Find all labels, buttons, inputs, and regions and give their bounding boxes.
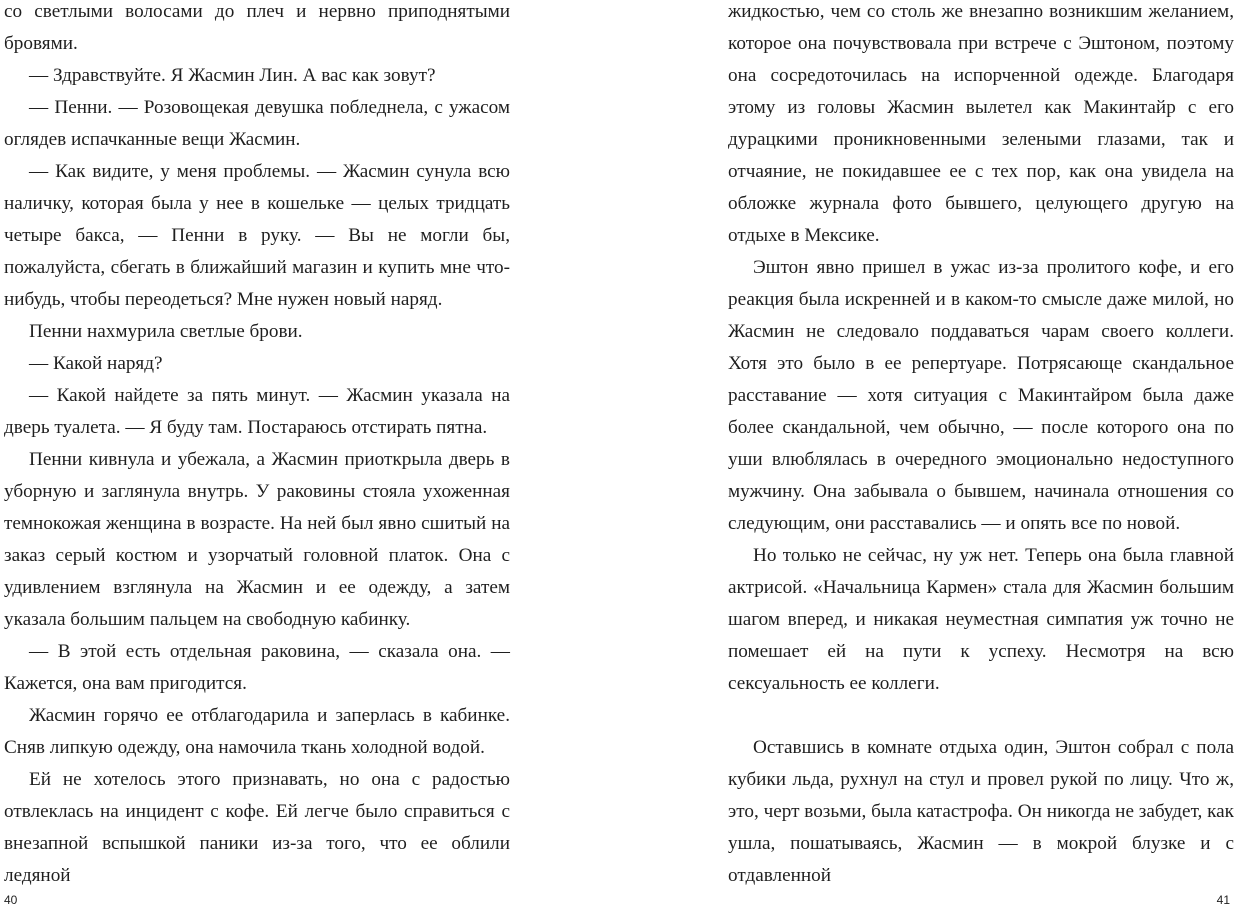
left-page [0,0,618,911]
paragraph: — Какой найдете за пять минут. — Жасмин указала на дверь туалета. — Я буду там. Постараюсь отстирать пятна. [4,385,510,438]
paragraph: Оставшись в комнате отдыха один, Эштон собрал с пола кубики льда, рухнул на стул и провел рукой по лицу. Что ж, это, черт возьми, была катастрофа. Он никогда не забудет, как ушла, пошатываясь, Жасмин — в мокрой блузке и с отдавленной [728,737,1234,886]
paragraph: со светлыми волосами до плеч и нервно приподнятыми бровями. [4,1,510,54]
paragraph: Пенни кивнула и убежала, а Жасмин приоткрыла дверь в уборную и заглянула внутрь. У раковины стояла ухоженная темнокожая женщина в возрасте. На ней был явно сшитый на заказ серый костюм и узорчатый головной платок. Она с удивлением взглянула на Жасмин и ее одежду, а затем указала большим пальцем на свободную кабинку. [4,449,510,630]
paragraph: Ей не хотелось этого признавать, но она с радостью отвлеклась на инцидент с кофе. Ей легче было справиться с внезапной вспышкой паники из-за того, что ее облили ледяной [4,769,510,886]
page-number-right: 41 [1216,893,1230,907]
paragraph: — Пенни. — Розовощекая девушка побледнела, с ужасом оглядев испачканные вещи Жасмин. [4,97,510,150]
paragraph: Пенни нахмурила светлые брови. [29,321,303,342]
paragraph: — Как видите, у меня проблемы. — Жасмин сунула всю наличку, которая была у нее в кошельке — целых тридцать четыре бакса, — Пенни в руку. — Вы не могли бы, пожалуйста, сбегать в ближайший магазин и купить мне что-нибудь, чтобы переодеться? Мне нужен новый наряд. [4,161,510,310]
paragraph: — В этой есть отдельная раковина, — сказала она. — Кажется, она вам пригодится. [4,641,510,694]
paragraph: Эштон явно пришел в ужас из-за пролитого кофе, и его реакция была искренней и в каком-то смысле даже милой, но Жасмин не следовало поддаваться чарам своего коллеги. Хотя это было в ее репертуаре. Потрясающе скандальное расставание — хотя ситуация с Макинтайром была даже более скандальной, чем обычно, — после которого она по уши влюблялась в очередного эмоционально недоступного мужчину. Она забывала о бывшем, начинала отношения со следующим, они расставались — и опять все по новой. [728,257,1234,534]
paragraph: — Здравствуйте. Я Жасмин Лин. А вас как зовут? [29,65,436,86]
page-number-left: 40 [4,893,18,907]
paragraph: жидкостью, чем со столь же внезапно возникшим желанием, которое она почувствовала при встрече с Эштоном, поэтому она сосредоточилась на испорченной одежде. Благодаря этому из головы Жасмин вылетел как Макинтайр с его дурацкими проникновенными зелеными глазами, так и отчаяние, не покидавшее ее с тех пор, как она увидела на обложке журнала фото бывшего, целующего другую на отдыхе в Мексике. [728,1,1234,246]
paragraph: Жасмин горячо ее отблагодарила и заперлась в кабинке. Сняв липкую одежду, она намочила ткань холодной водой. [4,705,510,758]
right-text-column [728,0,1234,892]
paragraph: — Какой наряд? [29,353,163,374]
left-text-column [4,0,510,892]
right-page [619,0,1237,911]
paragraph: Но только не сейчас, ну уж нет. Теперь она была главной актрисой. «Начальница Кармен» стала для Жасмин большим шагом вперед, и никакая неуместная симпатия уж точно не помешает ей на пути к успеху. Несмотря на всю сексуальность ее коллеги. [728,545,1234,694]
